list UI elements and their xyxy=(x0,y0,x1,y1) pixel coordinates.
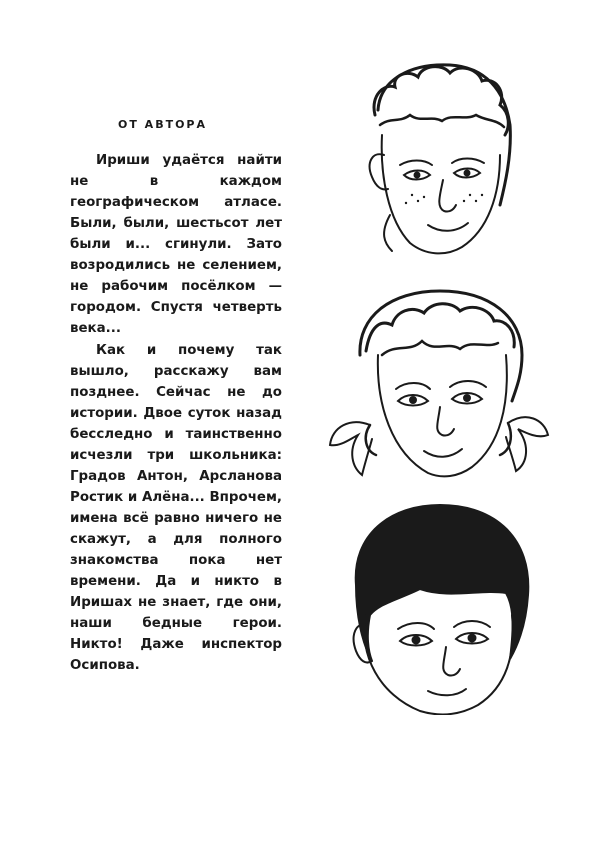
dark-haired-child-portrait-icon xyxy=(354,505,529,714)
girl-with-bows-portrait-icon xyxy=(330,291,548,476)
portrait-illustrations xyxy=(300,55,550,715)
paragraph-1: Ириши удаётся найти не в каждом географическом атласе. Были, были, шестьсот лет были и... сгинули. Зато возродились не селением, не рабочим посёлком — городом. Спустя четверть века... xyxy=(70,153,282,336)
boy-portrait-icon xyxy=(370,65,511,254)
paragraph-2: Как и почему так вышло, расскажу вам позднее. Сейчас не до истории. Двое суток назад бесследно и таинственно исчезли три школьника: Градов Антон, Арсланова Ростик и Алёна... Впрочем, имена всё равно ничего не скажут, а для полного знакомства пока нет времени. Да и никто в Иришах не знает, где они, наши бедные герои. Никто! Даже инспектор Осипова. xyxy=(70,343,282,673)
chapter-heading: ОТ АВТОРА xyxy=(118,118,208,131)
body-text xyxy=(70,150,282,676)
